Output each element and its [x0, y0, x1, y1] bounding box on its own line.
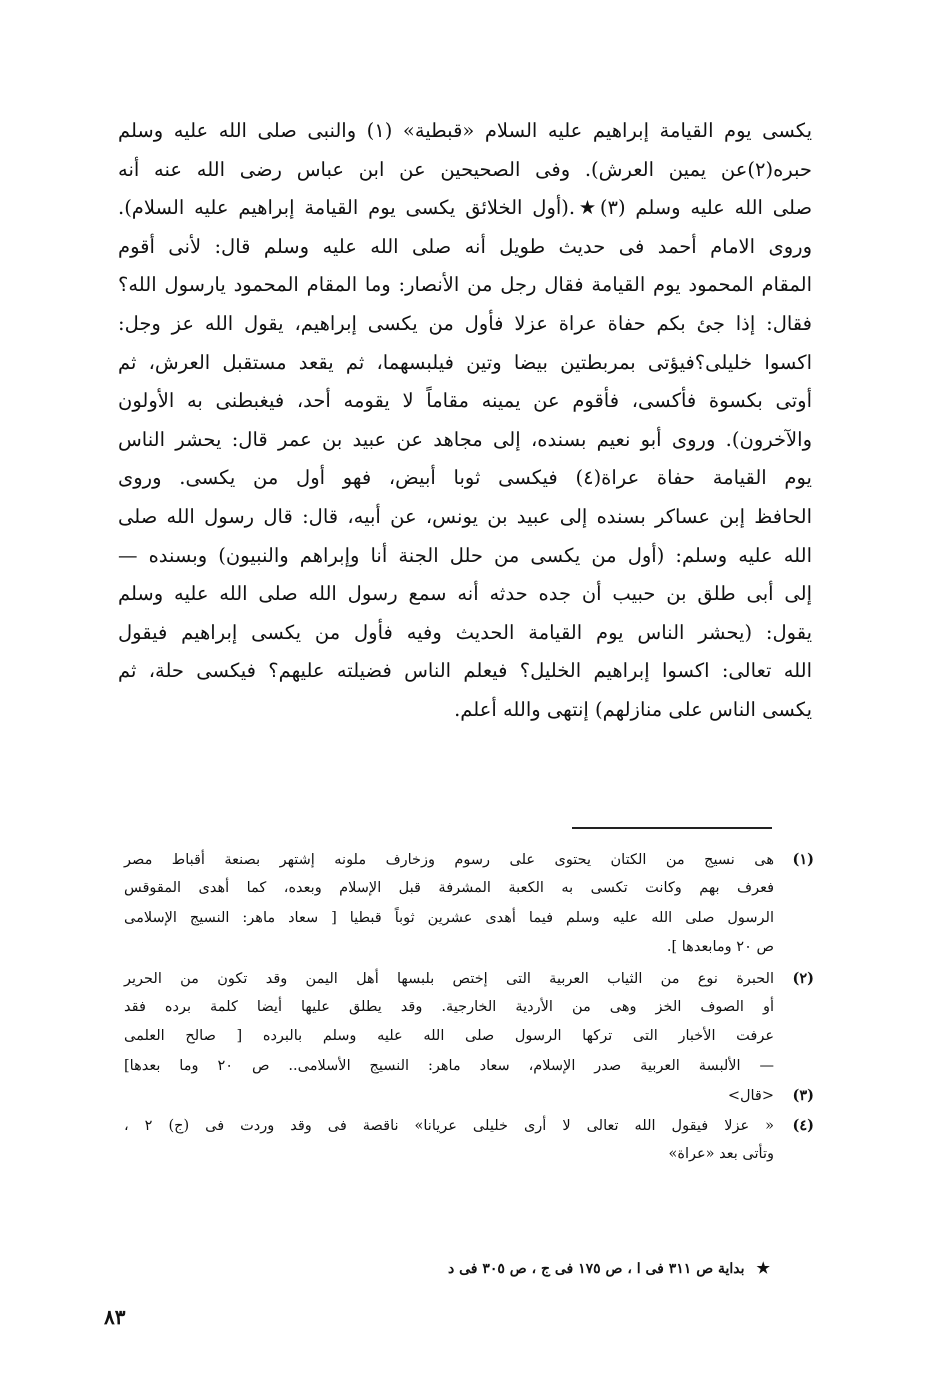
text-line: فقال: إذا جئ بكم حفاة عراة عزلا فأول من يكسى إبراهيم، يقول الله عز وجل: [118, 311, 812, 335]
footnote-text: الحبرة نوع من الثياب العربية التى إختص بلبسها أهل اليمن وقد تكون من الحرير [124, 970, 774, 987]
footnote-text: « عزلا فيقول الله تعالى لا أرى خليلى عريانا» ناقصة فى وقد وردت فى (ج) ٢ ، [124, 1117, 774, 1134]
footnote-text: عرفت الأخبار التى تركها الرسول صلى الله عليه وسلم بالبرده [ صالح العلمى [124, 1028, 774, 1045]
page-number: ٨٣ [104, 1305, 126, 1329]
page-start-note-text: بداية ص ٣١١ فى ا ، ص ١٧٥ فى ج ، ص ٣٠٥ فى د [448, 1261, 745, 1277]
text-line: المقام المحمود يوم القيامة فقال رجل من الأنصار: وما المقام المحمود يارسول الله؟ [118, 273, 812, 297]
footnote-line [118, 874, 814, 903]
footnote-line [118, 1052, 814, 1081]
text-line: اكسوا خليلى؟فيؤتى بمربطتين بيضا وتين فيلبسهما، ثم يقعد مستقبل العرش، ثم [118, 350, 812, 374]
text-line: أوتى بكسوة فأكسى، فأقوم عن يمينه مقاماً لا يقومه أحد، فيغبطنى به الأولون [118, 389, 812, 413]
footnote-text: الرسول صلى الله عليه وسلم فيما أهدى عشرين ثوباً قبطيا [ سعاد ماهر: النسيج الإسلامى [124, 909, 774, 926]
star-icon: ★ [756, 1259, 770, 1277]
text-line: الحافظ إبن عساكر بسنده إلى عبيد بن يونس، عن أبيه، قال: قال رسول الله صلى [118, 504, 812, 528]
footnote-text: — الألبسة العربية صدر الإسلام، سعاد ماهر: النسيج الأسلامى.. ص ٢٠ وما بعدها] [124, 1057, 774, 1074]
footnote-line [118, 1111, 814, 1140]
main-text-block [118, 112, 812, 730]
text-line: وروى الامام أحمد فى حديث طويل أنه صلى الله عليه وسلم قال: لأنى أقوم [118, 234, 812, 258]
footnote-text: هى نسيج من الكتان يحتوى على رسوم وزخارف ملونه إشتهر بصنعة أقباط مصر [124, 852, 774, 868]
text-line: يكسى الناس على منازلهم) إنتهى والله أعلم. [454, 697, 812, 721]
footnote-number: (٣) [792, 1087, 814, 1105]
footnote-line [118, 845, 814, 874]
footnote-line [118, 993, 814, 1022]
text-line: صلى الله عليه وسلم (٣)★.(أول الخلائق يكسى يوم القيامة إبراهيم عليه السلام). [118, 196, 812, 220]
page-start-note [300, 1254, 770, 1282]
text-line: الله تعالى: اكسوا إبراهيم الخليل؟ فيعلم الناس فضيلته عليهم؟ فيكسى حلة، ثم [118, 659, 812, 683]
footnote-line [118, 933, 814, 962]
footnote-text: فعرف بهم وكانت تكسى به الكعبة المشرفة قبل الإسلام وبعده، كما أهدى المقوقس [124, 880, 774, 897]
footnotes-block [118, 845, 814, 1169]
footnote-text: <قال> [727, 1088, 774, 1105]
text-line: يقول: (يحشر الناس يوم القيامة الحديث وفيه فأول من يكسى إبراهيم فيقول [118, 620, 812, 644]
text-line: يوم القيامة حفاة عراة(٤) فيكسى ثوبا أبيض، فهو أول من يكسى. وروى [118, 466, 812, 490]
footnote-number: (٢) [792, 969, 814, 987]
footnote-text: ص ٢٠ ومابعدها ]. [666, 939, 774, 956]
text-line: يكسى يوم القيامة إبراهيم عليه السلام «قبطية» (١) والنبى صلى الله عليه وسلم [118, 119, 812, 142]
footnote-line [118, 1022, 814, 1051]
text-line: إلى أبى طلق بن حبيب أن جده حدثه أنه سمع رسول الله صلى الله عليه وسلم [118, 582, 812, 606]
footnote-number: (١) [792, 851, 814, 868]
footnote-separator [572, 827, 772, 829]
footnote-number: (٤) [792, 1116, 814, 1134]
footnote-line [118, 964, 814, 993]
text-line: الله عليه وسلم: (أول من يكسى من حلل الجنة أنا وإبراهم والنبيون) وبسنده — [118, 543, 812, 567]
text-line: والآخرون). وروى أبو نعيم بسنده، إلى مجاهد عن عبيد بن عمر قال: يحشر الناس [118, 427, 812, 451]
footnote-text: أو الصوف الخز وهى من الأردية الخارجية. وقد يطلق عليها أيضا كلمة برده فقد [124, 998, 774, 1015]
footnote-line [118, 1081, 814, 1110]
footnote-text: وتأتى بعد «عراة» [668, 1145, 774, 1162]
text-line: حبره(٢)عن يمين العرش). وفى الصحيحين عن ابن عباس رضى الله عنه أنه [118, 157, 812, 181]
footnote-line [118, 1140, 814, 1169]
footnote-line [118, 904, 814, 933]
